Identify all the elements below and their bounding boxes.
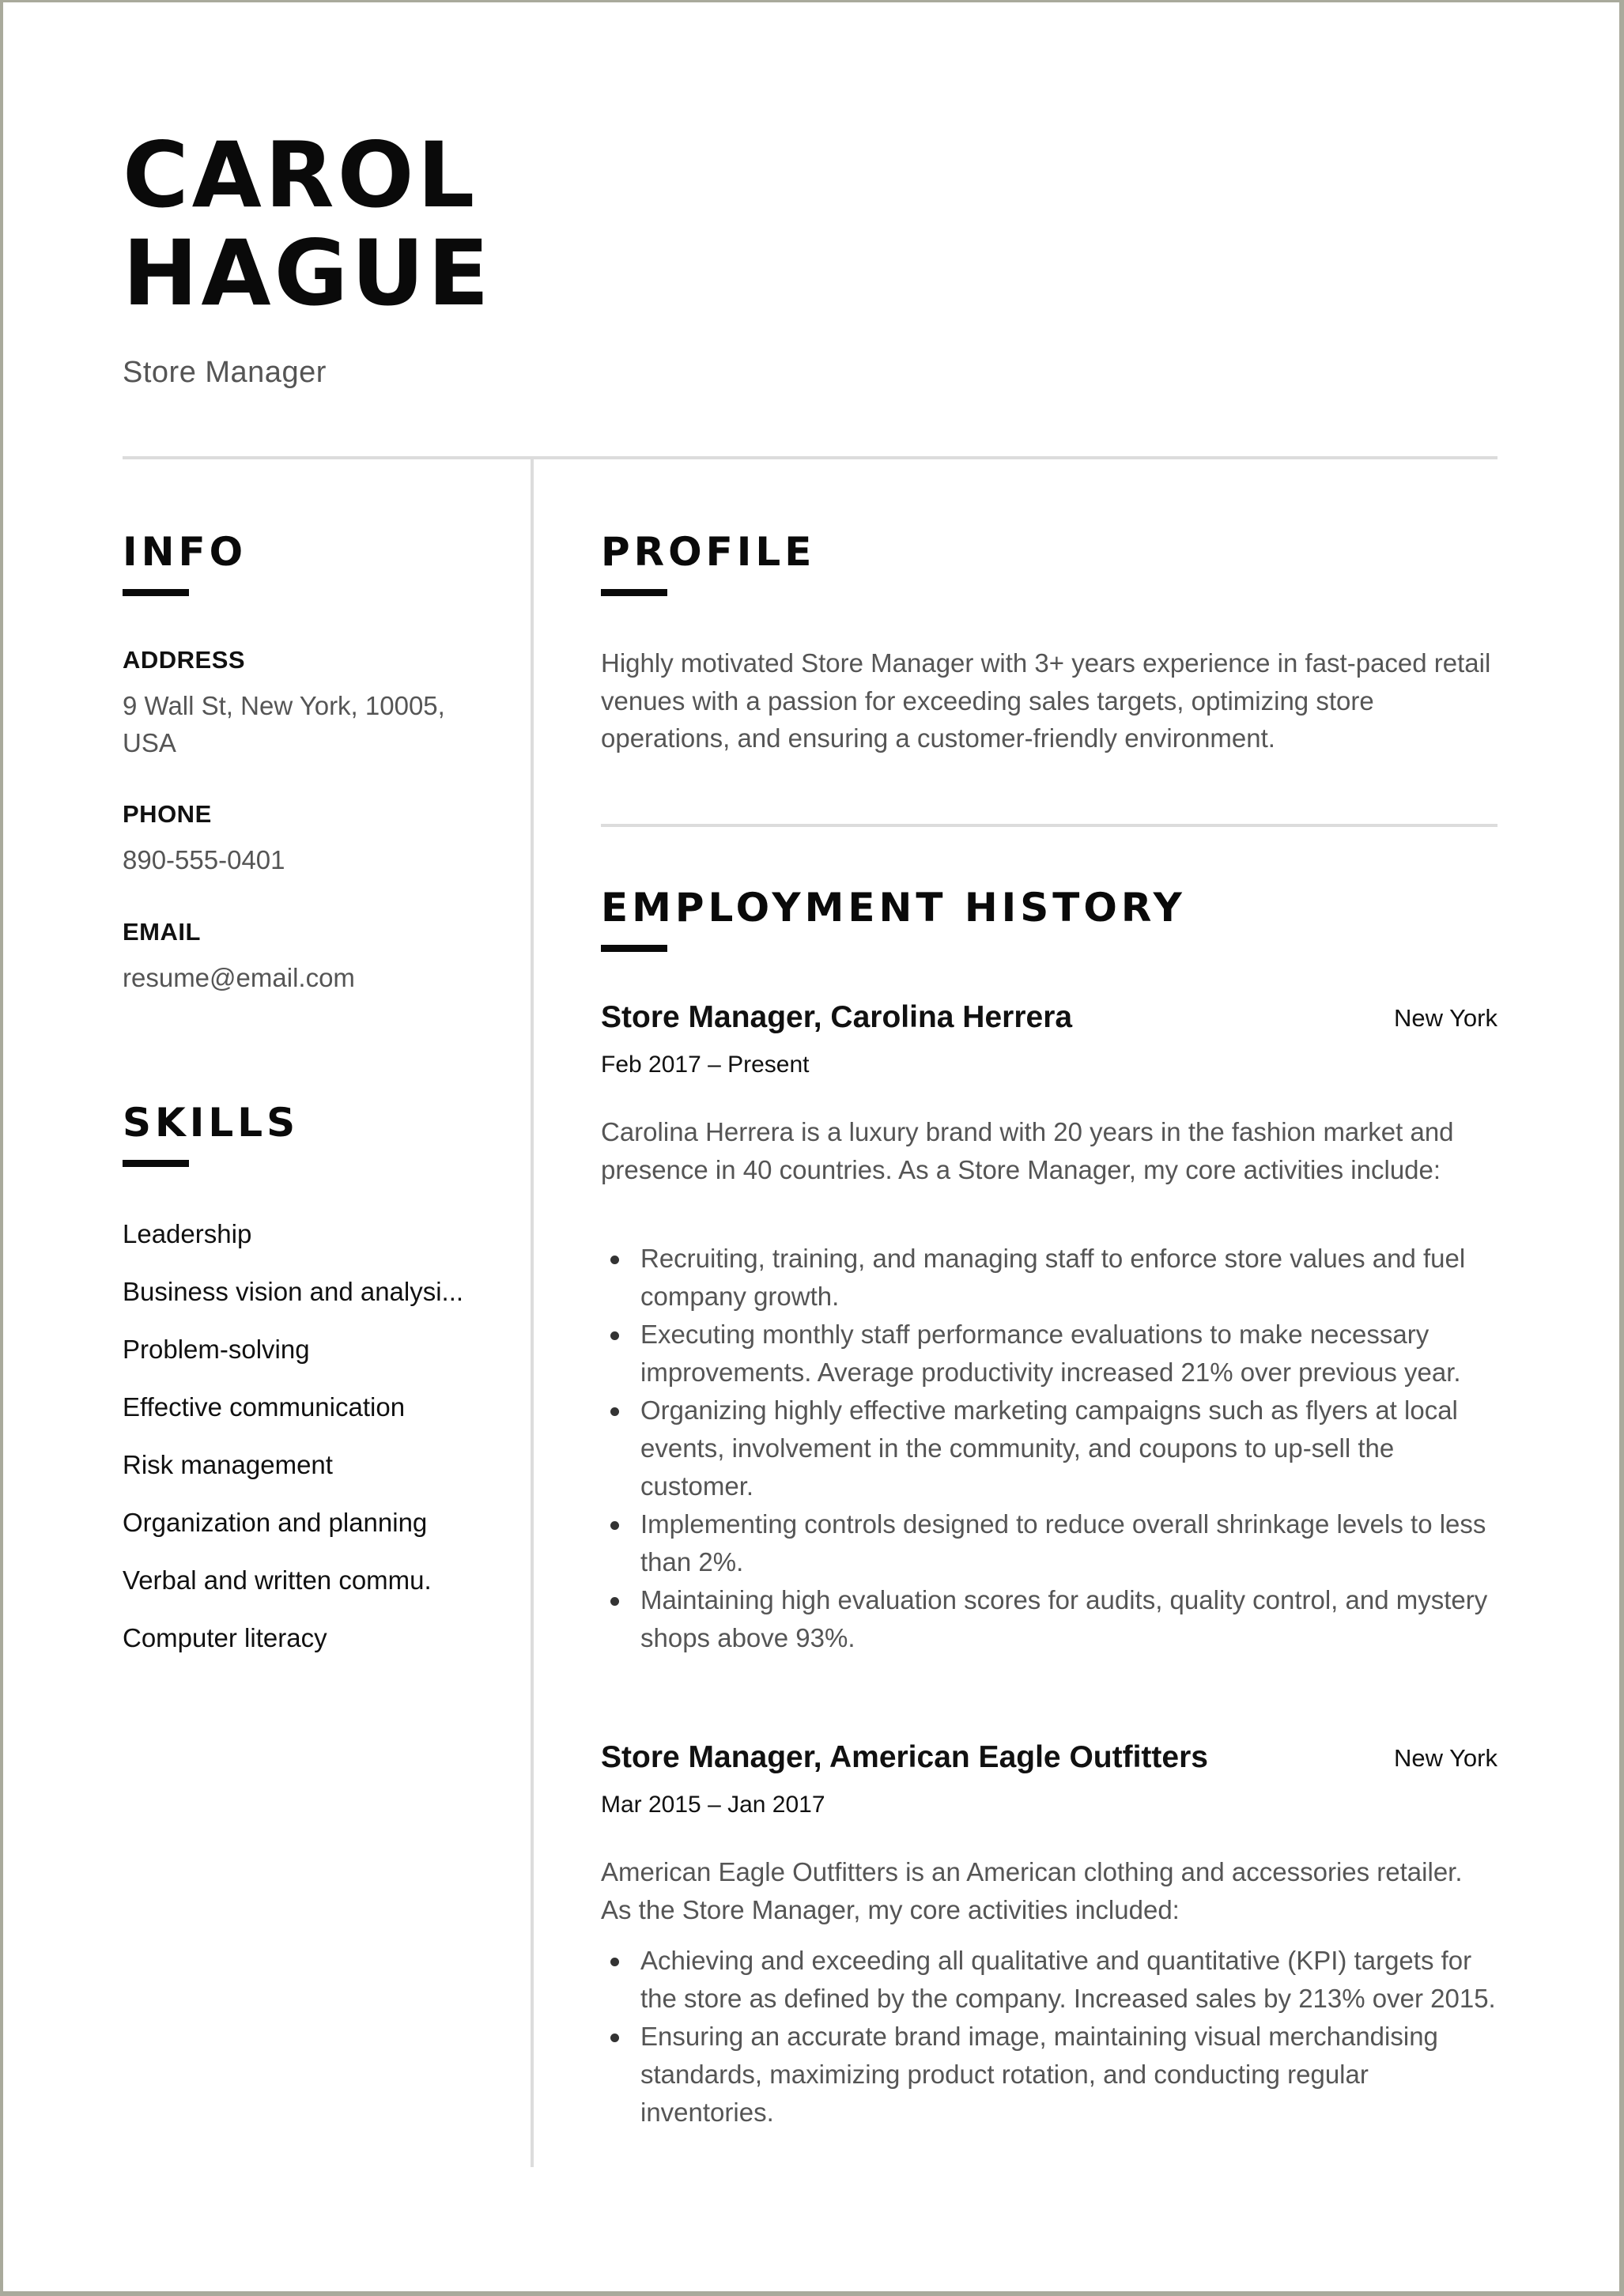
profile-divider: [601, 824, 1497, 827]
skills-list: [123, 1215, 463, 1677]
job-bullets: [601, 1942, 1497, 2132]
job-title: Store Manager, Carolina Herrera: [601, 1000, 1073, 1034]
job-dates: Feb 2017 – Present: [601, 1052, 810, 1078]
job-bullet: Recruiting, training, and managing staff to enforce store values and fuel company growth.: [601, 1240, 1497, 1316]
skill-item: Problem-solving: [123, 1335, 310, 1364]
column-divider: [531, 459, 534, 2167]
skill-item: Verbal and written commu.: [123, 1565, 432, 1595]
job-dates: Mar 2015 – Jan 2017: [601, 1792, 825, 1818]
profile-summary: Highly motivated Store Manager with 3+ years experience in fast-paced retail venues with a passion for exceeding sales targets, optimizing store operations, and ensuring a customer-friendly environment.: [601, 648, 1491, 753]
info-heading-underline: [123, 589, 189, 596]
job-entry: [601, 1738, 1497, 2181]
job-bullet: Ensuring an accurate brand image, maintaining visual merchandising standards, maximizing product rotation, and conducting regular inventories.: [601, 2018, 1497, 2132]
job-bullet: Maintaining high evaluation scores for audits, quality control, and mystery shops above 93%.: [601, 1581, 1497, 1657]
skills-heading-underline: [123, 1160, 189, 1167]
address-line-1: 9 Wall St, New York, 10005,: [123, 691, 445, 720]
last-name: HAGUE: [123, 221, 493, 326]
skill-item: Effective communication: [123, 1392, 406, 1422]
job-location: New York: [1394, 1744, 1497, 1772]
job-location: New York: [1394, 1004, 1497, 1032]
candidate-name: [123, 123, 493, 326]
job-role: Store Manager: [123, 356, 327, 389]
profile-heading-underline: [601, 589, 667, 596]
info-heading: INFO: [123, 529, 247, 575]
job-bullets: [601, 1240, 1497, 1657]
job-description: Carolina Herrera is a luxury brand with 20 years in the fashion market and presence in 40 countries. As a Store Manager, my core activities include:: [601, 1117, 1454, 1184]
job-entry: [601, 998, 1497, 1694]
job-description: American Eagle Outfitters is an American clothing and accessories retailer. As the Store Manager, my core activities included:: [601, 1857, 1463, 1924]
skills-heading: SKILLS: [123, 1100, 300, 1146]
first-name: CAROL: [123, 123, 478, 228]
skill-item: Computer literacy: [123, 1623, 327, 1652]
job-title: Store Manager, American Eagle Outfitters: [601, 1740, 1208, 1774]
employment-heading: EMPLOYMENT HISTORY: [601, 885, 1186, 931]
address-label: ADDRESS: [123, 646, 246, 674]
job-bullet: Implementing controls designed to reduce overall shrinkage levels to less than 2%.: [601, 1505, 1497, 1581]
skill-item: Organization and planning: [123, 1508, 428, 1537]
address-line-2: USA: [123, 728, 176, 757]
header-divider: [123, 456, 1497, 459]
phone-label: PHONE: [123, 800, 212, 828]
job-bullet: Achieving and exceeding all qualitative and quantitative (KPI) targets for the store as defined by the company. Increased sales by 213% over 2015.: [601, 1942, 1497, 2018]
skill-item: Business vision and analysi...: [123, 1277, 464, 1306]
email-value: resume@email.com: [123, 963, 355, 992]
employment-heading-underline: [601, 945, 667, 952]
skill-item: Risk management: [123, 1450, 333, 1479]
job-bullet: Executing monthly staff performance evaluations to make necessary improvements. Average productivity increased 21% over previous year.: [601, 1316, 1497, 1392]
profile-heading: PROFILE: [601, 529, 816, 575]
job-bullet: Organizing highly effective marketing campaigns such as flyers at local events, involvement in the community, and coupons to up-sell the customer.: [601, 1392, 1497, 1505]
email-label: EMAIL: [123, 918, 201, 946]
skill-item: Leadership: [123, 1219, 252, 1248]
phone-value: 890-555-0401: [123, 845, 285, 874]
